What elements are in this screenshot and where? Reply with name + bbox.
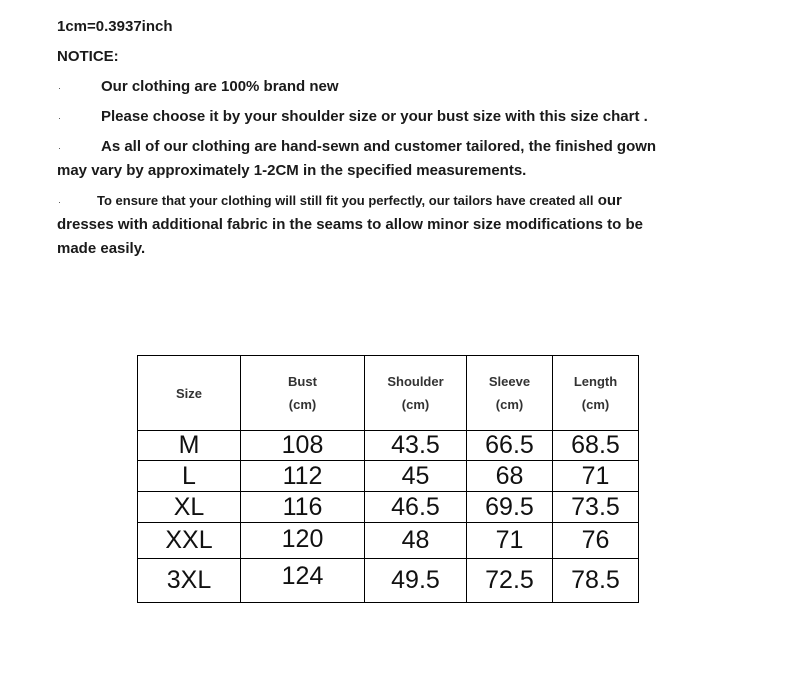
bullet: · (58, 143, 61, 153)
cell-length: 71 (553, 461, 639, 492)
cell-size: 3XL (138, 559, 241, 603)
cell-length: 78.5 (553, 559, 639, 603)
note-brand-new: Our clothing are 100% brand new (101, 78, 339, 95)
cell-sleeve: 66.5 (467, 431, 553, 461)
note-fit-line3: made easily. (57, 240, 146, 257)
cell-shoulder: 46.5 (365, 492, 467, 523)
cell-size: XXL (138, 523, 241, 559)
cell-length: 76 (553, 523, 639, 559)
cell-size: M (138, 431, 241, 461)
header-shoulder: Shoulder (cm) (365, 356, 467, 431)
header-size: Size (138, 356, 241, 431)
table-row (138, 559, 639, 603)
cell-bust: 124 (241, 559, 365, 603)
cell-bust: 108 (241, 431, 365, 461)
table-row (138, 461, 639, 492)
bullet: · (58, 197, 61, 207)
cell-sleeve: 68 (467, 461, 553, 492)
cell-shoulder: 48 (365, 523, 467, 559)
table-row (138, 492, 639, 523)
cell-bust: 112 (241, 461, 365, 492)
header-length: Length (cm) (553, 356, 639, 431)
cell-sleeve: 72.5 (467, 559, 553, 603)
note-fit-line2: dresses with additional fabric in the seams to allow minor size modifications to be (57, 216, 643, 233)
unit-label: (cm) (401, 397, 430, 412)
cell-size: XL (138, 492, 241, 523)
table-row (138, 523, 639, 559)
cell-shoulder: 49.5 (365, 559, 467, 603)
cell-bust: 116 (241, 492, 365, 523)
cell-length: 68.5 (553, 431, 639, 461)
notice-heading: NOTICE: (57, 48, 119, 65)
cell-length: 73.5 (553, 492, 639, 523)
cell-shoulder: 43.5 (365, 431, 467, 461)
unit-label: (cm) (581, 397, 610, 412)
unit-label: (cm) (288, 397, 317, 412)
table-header-row (138, 356, 639, 431)
header-bust: Bust (cm) (241, 356, 365, 431)
cell-bust: 120 (241, 523, 365, 559)
cell-sleeve: 69.5 (467, 492, 553, 523)
note-hand-sewn-line2: may vary by approximately 1-2CM in the specified measurements. (57, 162, 527, 179)
note-hand-sewn-line1: As all of our clothing are hand-sewn and customer tailored, the finished gown (101, 138, 657, 155)
note-fit-line1 (97, 192, 622, 209)
size-chart-table (137, 355, 639, 603)
unit-label: (cm) (495, 397, 524, 412)
table-row (138, 431, 639, 461)
bullet: · (58, 83, 61, 93)
note-fit-line1-text: To ensure that your clothing will still fit you perfectly, our tailors have created all (97, 193, 594, 208)
cell-sleeve: 71 (467, 523, 553, 559)
note-choose-size: Please choose it by your shoulder size or your bust size with this size chart . (101, 108, 648, 125)
conversion-note: 1cm=0.3937inch (57, 18, 173, 35)
note-fit-line1-end: our (597, 192, 622, 209)
cell-size: L (138, 461, 241, 492)
header-sleeve: Sleeve (cm) (467, 356, 553, 431)
cell-shoulder: 45 (365, 461, 467, 492)
bullet: · (58, 113, 61, 123)
